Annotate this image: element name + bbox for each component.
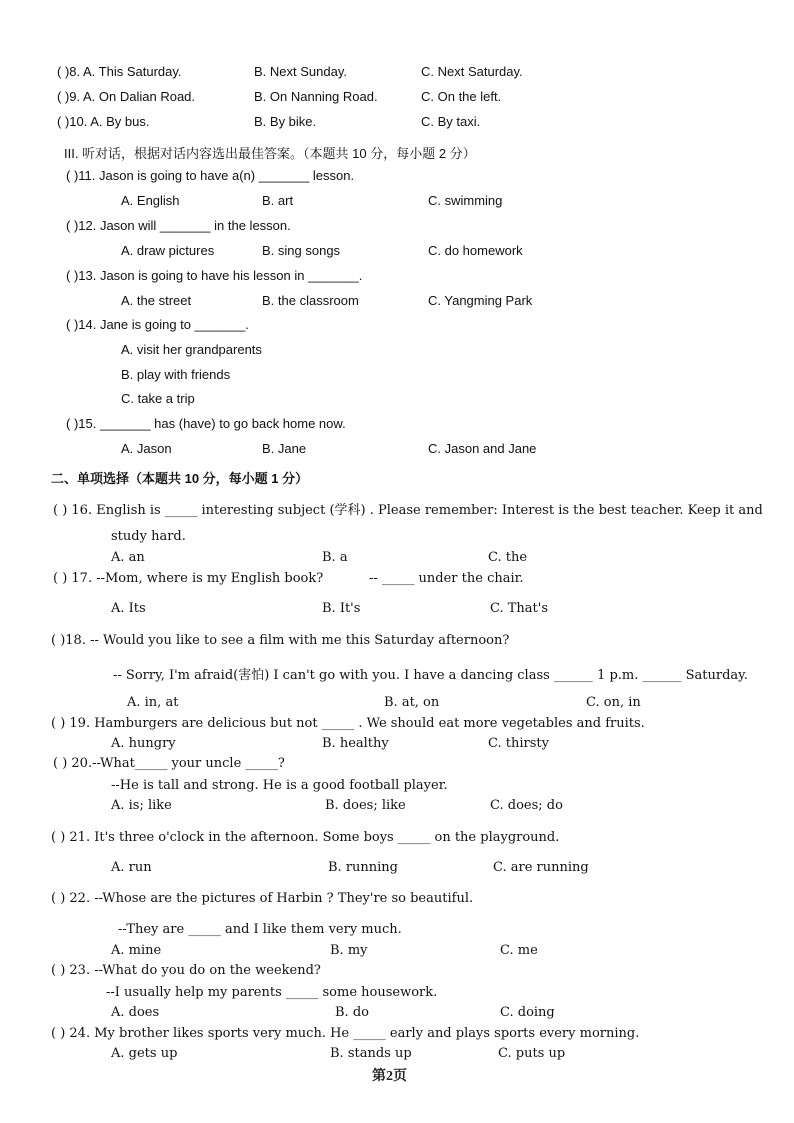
text-line-q9c: C. On the left. bbox=[421, 89, 502, 104]
text-line-q21a: A. run bbox=[111, 860, 152, 875]
text-line-q15: ( )15. _______ has (have) to go back home now. bbox=[66, 416, 346, 431]
text-line-q19: ( ) 19. Hamburgers are delicious but not _____ . We should eat more vegetables and fruits. bbox=[51, 716, 645, 731]
text-line-q13: ( )13. Jason is going to have his lesson in _______. bbox=[66, 268, 363, 283]
text-line-q15a: A. Jason bbox=[121, 441, 172, 456]
text-line-sec2: 二、单项选择（本题共 10 分，每小题 1 分） bbox=[51, 471, 309, 486]
text-line-q18r: -- Sorry, I'm afraid(害怕) I can't go with you. I have a dancing class ______ 1 p.m. ______ Saturday. bbox=[113, 668, 748, 683]
text-line-q16: ( ) 16. English is _____ interesting subject (学科) . Please remember: Interest is the best teacher. Keep it and bbox=[53, 503, 763, 518]
text-line-q8: ( )8. A. This Saturday. bbox=[57, 64, 182, 79]
text-line-q20r: --He is tall and strong. He is a good football player. bbox=[111, 778, 448, 793]
text-line-q24b: B. stands up bbox=[330, 1046, 412, 1061]
text-line-q22c: C. me bbox=[500, 943, 538, 958]
text-line-q23b: B. do bbox=[335, 1005, 369, 1020]
text-line-q15c: C. Jason and Jane bbox=[428, 441, 537, 456]
text-line-q11c: C. swimming bbox=[428, 193, 503, 208]
text-line-q18a: A. in, at bbox=[127, 695, 179, 710]
text-line-q12c: C. do homework bbox=[428, 243, 523, 258]
text-line-q8c: C. Next Saturday. bbox=[421, 64, 523, 79]
text-line-q17a: A. Its bbox=[111, 601, 146, 616]
text-line-q8b: B. Next Sunday. bbox=[254, 64, 347, 79]
text-line-q20a: A. is; like bbox=[111, 798, 172, 813]
text-line-q11b: B. art bbox=[262, 193, 294, 208]
text-line-q17r: -- _____ under the chair. bbox=[369, 571, 524, 586]
text-line-q16x: study hard. bbox=[111, 529, 186, 544]
text-line-q24a: A. gets up bbox=[111, 1046, 178, 1061]
text-line-q18: ( )18. -- Would you like to see a film with me this Saturday afternoon? bbox=[51, 633, 510, 648]
text-line-q14: ( )14. Jane is going to _______. bbox=[66, 317, 249, 332]
text-line-q12: ( )12. Jason will _______ in the lesson. bbox=[66, 218, 291, 233]
text-line-q24: ( ) 24. My brother likes sports very much. He _____ early and plays sports every morning. bbox=[51, 1026, 640, 1041]
text-line-q14a: A. visit her grandparents bbox=[121, 342, 262, 357]
text-line-footer: 第2页 bbox=[372, 1069, 407, 1084]
text-line-q18b: B. at, on bbox=[384, 695, 440, 710]
text-line-q17c: C. That's bbox=[490, 601, 549, 616]
text-line-q23a: A. does bbox=[111, 1005, 160, 1020]
text-line-q21c: C. are running bbox=[493, 860, 589, 875]
text-line-q16c: C. the bbox=[488, 550, 528, 565]
text-line-q10: ( )10. A. By bus. bbox=[57, 114, 150, 129]
text-line-q23r: --I usually help my parents _____ some housework. bbox=[106, 985, 438, 1000]
text-line-q23c: C. doing bbox=[500, 1005, 555, 1020]
text-line-q16b: B. a bbox=[322, 550, 348, 565]
text-line-q19b: B. healthy bbox=[322, 736, 389, 751]
text-line-q23: ( ) 23. --What do you do on the weekend? bbox=[51, 963, 321, 978]
text-line-q12a: A. draw pictures bbox=[121, 243, 215, 258]
text-line-q10c: C. By taxi. bbox=[421, 114, 481, 129]
text-line-q9: ( )9. A. On Dalian Road. bbox=[57, 89, 196, 104]
text-line-q20c: C. does; do bbox=[490, 798, 563, 813]
text-line-q11: ( )11. Jason is going to have a(n) _______ lesson. bbox=[66, 168, 355, 183]
text-line-q14b: B. play with friends bbox=[121, 367, 231, 382]
text-line-q21: ( ) 21. It's three o'clock in the afternoon. Some boys _____ on the playground. bbox=[51, 830, 560, 845]
text-line-q22b: B. my bbox=[330, 943, 368, 958]
text-line-q22r: --They are _____ and I like them very much. bbox=[118, 922, 402, 937]
text-line-q13c: C. Yangming Park bbox=[428, 293, 533, 308]
text-line-q11a: A. English bbox=[121, 193, 180, 208]
text-line-q20: ( ) 20.--What_____ your uncle _____? bbox=[53, 756, 285, 771]
text-line-q14c: C. take a trip bbox=[121, 391, 195, 406]
text-line-q12b: B. sing songs bbox=[262, 243, 341, 258]
text-line-q13b: B. the classroom bbox=[262, 293, 359, 308]
text-line-q22a: A. mine bbox=[111, 943, 162, 958]
text-line-q17b: B. It's bbox=[322, 601, 361, 616]
text-line-sec3: III. 听对话，根据对话内容选出最佳答案。（本题共 10 分，每小题 2 分） bbox=[64, 146, 476, 161]
text-line-q20b: B. does; like bbox=[325, 798, 406, 813]
text-line-q15b: B. Jane bbox=[262, 441, 307, 456]
text-line-q18c: C. on, in bbox=[586, 695, 641, 710]
text-line-q9b: B. On Nanning Road. bbox=[254, 89, 378, 104]
text-line-q16a: A. an bbox=[111, 550, 145, 565]
text-line-q24c: C. puts up bbox=[498, 1046, 566, 1061]
text-line-q17: ( ) 17. --Mom, where is my English book? bbox=[53, 571, 324, 586]
text-line-q22: ( ) 22. --Whose are the pictures of Harbin ? They're so beautiful. bbox=[51, 891, 474, 906]
text-line-q13a: A. the street bbox=[121, 293, 192, 308]
text-line-q19a: A. hungry bbox=[111, 736, 176, 751]
text-line-q19c: C. thirsty bbox=[488, 736, 549, 751]
text-line-q21b: B. running bbox=[328, 860, 399, 875]
text-line-q10b: B. By bike. bbox=[254, 114, 317, 129]
